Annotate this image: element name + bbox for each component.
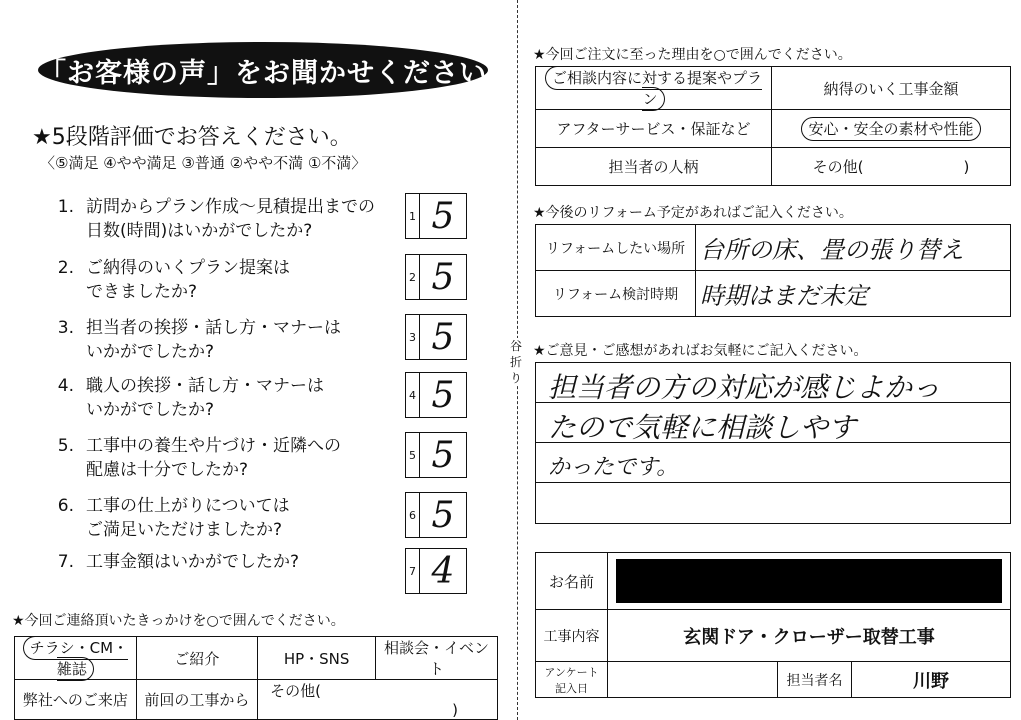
- contact-table: [14, 636, 498, 720]
- work-value[interactable]: 玄関ドア・クローザー取替工事: [608, 610, 1011, 662]
- plan-heading: ★今後のリフォーム予定があればご記入ください。: [533, 205, 853, 221]
- score-value: 5: [431, 434, 455, 476]
- score-index: 4: [406, 373, 420, 417]
- score-box[interactable]: [405, 314, 467, 360]
- work-label: 工事内容: [536, 610, 608, 662]
- question-text: 訪問からプラン作成〜見積提出までの 日数(時間)はいかがでしたか?: [86, 197, 375, 241]
- score-index: 1: [406, 194, 420, 238]
- opinion-line: 担当者の方の対応が感じよかっ: [548, 371, 941, 404]
- score-value: 5: [431, 316, 455, 358]
- reason-table: [535, 66, 1011, 186]
- plan-table: [535, 224, 1011, 317]
- question-text: 工事金額はいかがでしたか?: [86, 552, 300, 572]
- score-box[interactable]: [405, 254, 467, 300]
- staff-value[interactable]: 川野: [852, 662, 1011, 698]
- reason-option[interactable]: 安心・安全の素材や性能: [772, 110, 1011, 148]
- redacted-name: [616, 559, 1002, 603]
- question-number: 6.: [57, 496, 74, 516]
- fold-label: 谷 折 り: [506, 338, 526, 386]
- rating-scale: 〈⑤満足 ④やや満足 ③普通 ②やや不満 ①不満〉: [40, 154, 367, 172]
- question-number: 1.: [57, 197, 74, 217]
- reason-option[interactable]: 納得のいく工事金額: [772, 67, 1011, 110]
- name-label: お名前: [536, 553, 608, 610]
- plan-time-value[interactable]: 時期はまだ未定: [696, 271, 1011, 317]
- opinion-heading: ★ご意見・ご感想があればお気軽にご記入ください。: [533, 343, 868, 359]
- plan-time-label: リフォーム検討時期: [536, 271, 696, 317]
- score-index: 5: [406, 433, 420, 477]
- question-text: 担当者の挨拶・話し方・マナーは いかがでしたか?: [86, 318, 341, 362]
- score-value: 5: [431, 374, 455, 416]
- reason-option[interactable]: ご相談内容に対する提案やプラン: [536, 67, 772, 110]
- score-box[interactable]: [405, 492, 467, 538]
- score-value: 5: [431, 195, 455, 237]
- footer-table: [535, 552, 1011, 698]
- score-box[interactable]: [405, 548, 467, 594]
- question-number: 3.: [57, 318, 74, 338]
- plan-place-value[interactable]: 台所の床、畳の張り替え: [696, 225, 1011, 271]
- contact-option[interactable]: チラシ・CM・雑誌: [15, 637, 137, 680]
- score-index: 7: [406, 549, 420, 593]
- question-number: 7.: [57, 552, 74, 572]
- opinion-line: たので気軽に相談しやす: [548, 411, 857, 444]
- score-value: 4: [431, 550, 455, 592]
- plan-place-label: リフォームしたい場所: [536, 225, 696, 271]
- contact-option[interactable]: 弊社へのご来店: [15, 680, 137, 720]
- question-text: 工事中の養生や片づけ・近隣への 配慮は十分でしたか?: [86, 436, 341, 480]
- opinion-line: かったです。: [548, 455, 679, 480]
- contact-heading: ★今回ご連絡頂いたきっかけを○で囲んでください。: [12, 613, 345, 629]
- contact-option[interactable]: 相談会・イベント: [376, 637, 498, 680]
- question-number: 4.: [57, 376, 74, 396]
- reason-option[interactable]: 担当者の人柄: [536, 148, 772, 186]
- score-box[interactable]: [405, 372, 467, 418]
- question-number: 5.: [57, 436, 74, 456]
- score-index: 6: [406, 493, 420, 537]
- staff-label: 担当者名: [778, 662, 852, 698]
- score-value: 5: [431, 256, 455, 298]
- contact-option[interactable]: HP・SNS: [258, 637, 376, 680]
- contact-option[interactable]: 前回の工事から: [136, 680, 258, 720]
- date-field[interactable]: [608, 662, 778, 698]
- score-index: 3: [406, 315, 420, 359]
- reason-option-other[interactable]: その他( ): [772, 148, 1011, 186]
- opinion-rule: [535, 482, 1010, 483]
- question-text: 工事の仕上がりについては ご満足いただけましたか?: [86, 496, 290, 540]
- score-box[interactable]: [405, 432, 467, 478]
- question-number: 2.: [57, 258, 74, 278]
- score-index: 2: [406, 255, 420, 299]
- name-field[interactable]: [608, 553, 1011, 610]
- question-text: 職人の挨拶・話し方・マナーは いかがでしたか?: [86, 376, 324, 420]
- contact-option-other[interactable]: その他( ): [258, 680, 498, 720]
- score-box[interactable]: [405, 193, 467, 239]
- rating-heading: ★5段階評価でお答えください。: [32, 125, 352, 150]
- question-text: ご納得のいくプラン提案は できましたか?: [86, 258, 290, 302]
- reason-heading: ★今回ご注文に至った理由を○で囲んでください。: [533, 47, 852, 63]
- date-label: アンケート記入日: [536, 662, 608, 698]
- page-title: 「お客様の声」をお聞かせください: [38, 42, 488, 98]
- contact-option[interactable]: ご紹介: [136, 637, 258, 680]
- score-value: 5: [431, 494, 455, 536]
- reason-option[interactable]: アフターサービス・保証など: [536, 110, 772, 148]
